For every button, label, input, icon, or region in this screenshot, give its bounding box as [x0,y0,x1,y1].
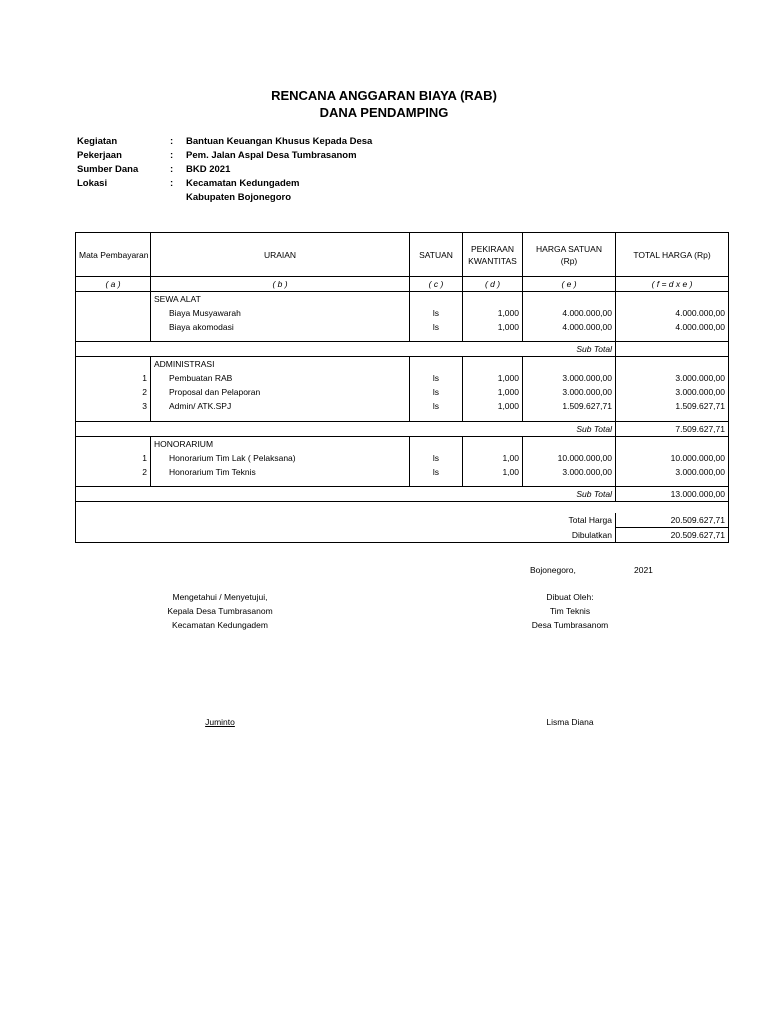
item-no: 2 [76,465,151,479]
place-label: Bojonegoro, [530,565,576,575]
item-unit: ls [410,399,463,413]
table-row [76,385,729,399]
item-qty: 1,000 [463,320,523,334]
item-name: Proposal dan Pelaporan [151,385,410,399]
right-signatory-name: Lisma Diana [546,717,594,727]
item-total: 3.000.000,00 [675,467,725,477]
item-unit: ls [410,465,463,479]
info-label: Pekerjaan [77,150,122,161]
section-title: ADMINISTRASI [151,356,410,371]
header-harga-line1: HARGA SATUAN [536,243,602,254]
info-colon: : [170,150,174,161]
item-no: 1 [76,451,151,465]
header-satuan: SATUAN [410,233,463,277]
section-title-row [76,437,729,452]
info-colon: : [170,136,174,147]
info-colon: : [170,178,174,189]
table-row [76,451,729,465]
item-unit: ls [410,320,463,334]
item-total: 1.509.627,71 [675,400,725,411]
item-total: 4.000.000,00 [675,322,725,332]
left-signature-line2: Kepala Desa Tumbrasanom [167,606,273,616]
left-signature-line3: Kecamatan Kedungadem [172,620,268,630]
spacer-row [76,413,729,422]
item-price: 3.000.000,00 [523,371,616,385]
item-no [76,306,151,320]
right-signature-line1: Dibuat Oleh: [546,592,594,602]
item-unit: ls [410,371,463,385]
item-name: Pembuatan RAB [151,371,410,385]
section-title-row [76,356,729,371]
item-no: 1 [76,371,151,385]
item-qty: 1,00 [463,465,523,479]
table-row [76,465,729,479]
subtotal-label: Sub Total [151,422,616,437]
info-value: Bantuan Keuangan Khusus Kepada Desa [186,136,373,147]
info-label: Kegiatan [77,136,118,147]
info-label: Lokasi [77,178,108,189]
item-price: 3.000.000,00 [523,385,616,399]
year-label: 2021 [634,565,653,575]
total-value: 20.509.627,71 [670,515,725,525]
header-total-harga: TOTAL HARGA (Rp) [616,233,729,277]
item-no: 3 [76,399,151,413]
info-value: BKD 2021 [186,164,231,175]
item-price: 4.000.000,00 [523,306,616,320]
item-name: Honorarium Tim Lak ( Pelaksana) [151,451,410,465]
subtotal-row [76,341,729,356]
right-signature-line3: Desa Tumbrasanom [531,620,609,630]
spacer-row [76,501,729,513]
item-price: 10.000.000,00 [523,451,616,465]
rounded-value: 20.509.627,71 [616,528,729,543]
subtotal-value: 13.000.000,00 [616,486,729,501]
left-signatory-name: Juminto [205,717,235,727]
code-e: ( e ) [523,277,616,292]
item-total: 3.000.000,00 [675,372,725,383]
rounded-label: Dibulatkan [76,528,616,543]
right-signature-line2: Tim Teknis [549,606,591,616]
total-label: Total Harga [76,513,616,528]
item-unit: ls [410,385,463,399]
item-name: Admin/ ATK.SPJ [151,399,410,413]
total-row [76,513,729,528]
item-qty: 1,000 [463,399,523,413]
info-label: Sumber Dana [77,164,139,175]
subtotal-value: 7.509.627,71 [616,422,729,437]
table-header-row [76,233,729,277]
table-row [76,371,729,385]
item-name: Honorarium Tim Teknis [151,465,410,479]
document-subtitle: DANA PENDAMPING [319,105,449,120]
info-value: Kecamatan Kedungadem [186,178,300,189]
header-kuantitas [463,233,523,277]
section-title-row [76,292,729,307]
header-harga-line2: (Rp) [560,255,578,266]
spacer-row [76,334,729,341]
item-total: 4.000.000,00 [675,308,725,318]
table-row [76,306,729,320]
item-qty: 1,000 [463,371,523,385]
header-kuantitas-line1: PEKIRAAN [471,243,514,254]
item-unit: ls [410,306,463,320]
code-c: ( c ) [410,277,463,292]
item-price: 1.509.627,71 [523,399,616,413]
table-row [76,320,729,334]
code-b: ( b ) [151,277,410,292]
item-no: 2 [76,385,151,399]
item-qty: 1,000 [463,306,523,320]
item-qty: 1,00 [463,451,523,465]
info-value: Pem. Jalan Aspal Desa Tumbrasanom [186,150,357,161]
spacer-row [76,479,729,486]
document-title: RENCANA ANGGARAN BIAYA (RAB) [271,88,497,103]
item-price: 4.000.000,00 [523,320,616,334]
subtotal-value [616,341,729,356]
code-f: ( f = d x e ) [616,277,729,292]
section-title: SEWA ALAT [151,292,410,307]
item-name: Biaya Musyawarah [151,306,410,320]
subtotal-row [76,486,729,501]
header-kuantitas-line2: KWANTITAS [468,255,517,266]
code-d: ( d ) [463,277,523,292]
header-harga-satuan [523,233,616,277]
code-a: ( a ) [76,277,151,292]
item-total: 10.000.000,00 [670,453,725,463]
header-mata-pembayaran: Mata Pembayaran [76,233,151,277]
budget-table [75,232,729,543]
item-qty: 1,000 [463,385,523,399]
table-row [76,399,729,413]
subtotal-label: Sub Total [151,486,616,501]
subtotal-row [76,422,729,437]
section-title: HONORARIUM [151,437,410,452]
item-total: 3.000.000,00 [675,386,725,397]
item-price: 3.000.000,00 [523,465,616,479]
item-name: Biaya akomodasi [151,320,410,334]
header-uraian: URAIAN [151,233,410,277]
left-signature-line1: Mengetahui / Menyetujui, [172,592,268,602]
info-colon: : [170,164,174,175]
item-unit: ls [410,451,463,465]
subtotal-label: Sub Total [151,341,616,356]
rounded-row [76,528,729,543]
column-code-row [76,277,729,292]
item-no [76,320,151,334]
info-value: Kabupaten Bojonegoro [186,192,292,203]
